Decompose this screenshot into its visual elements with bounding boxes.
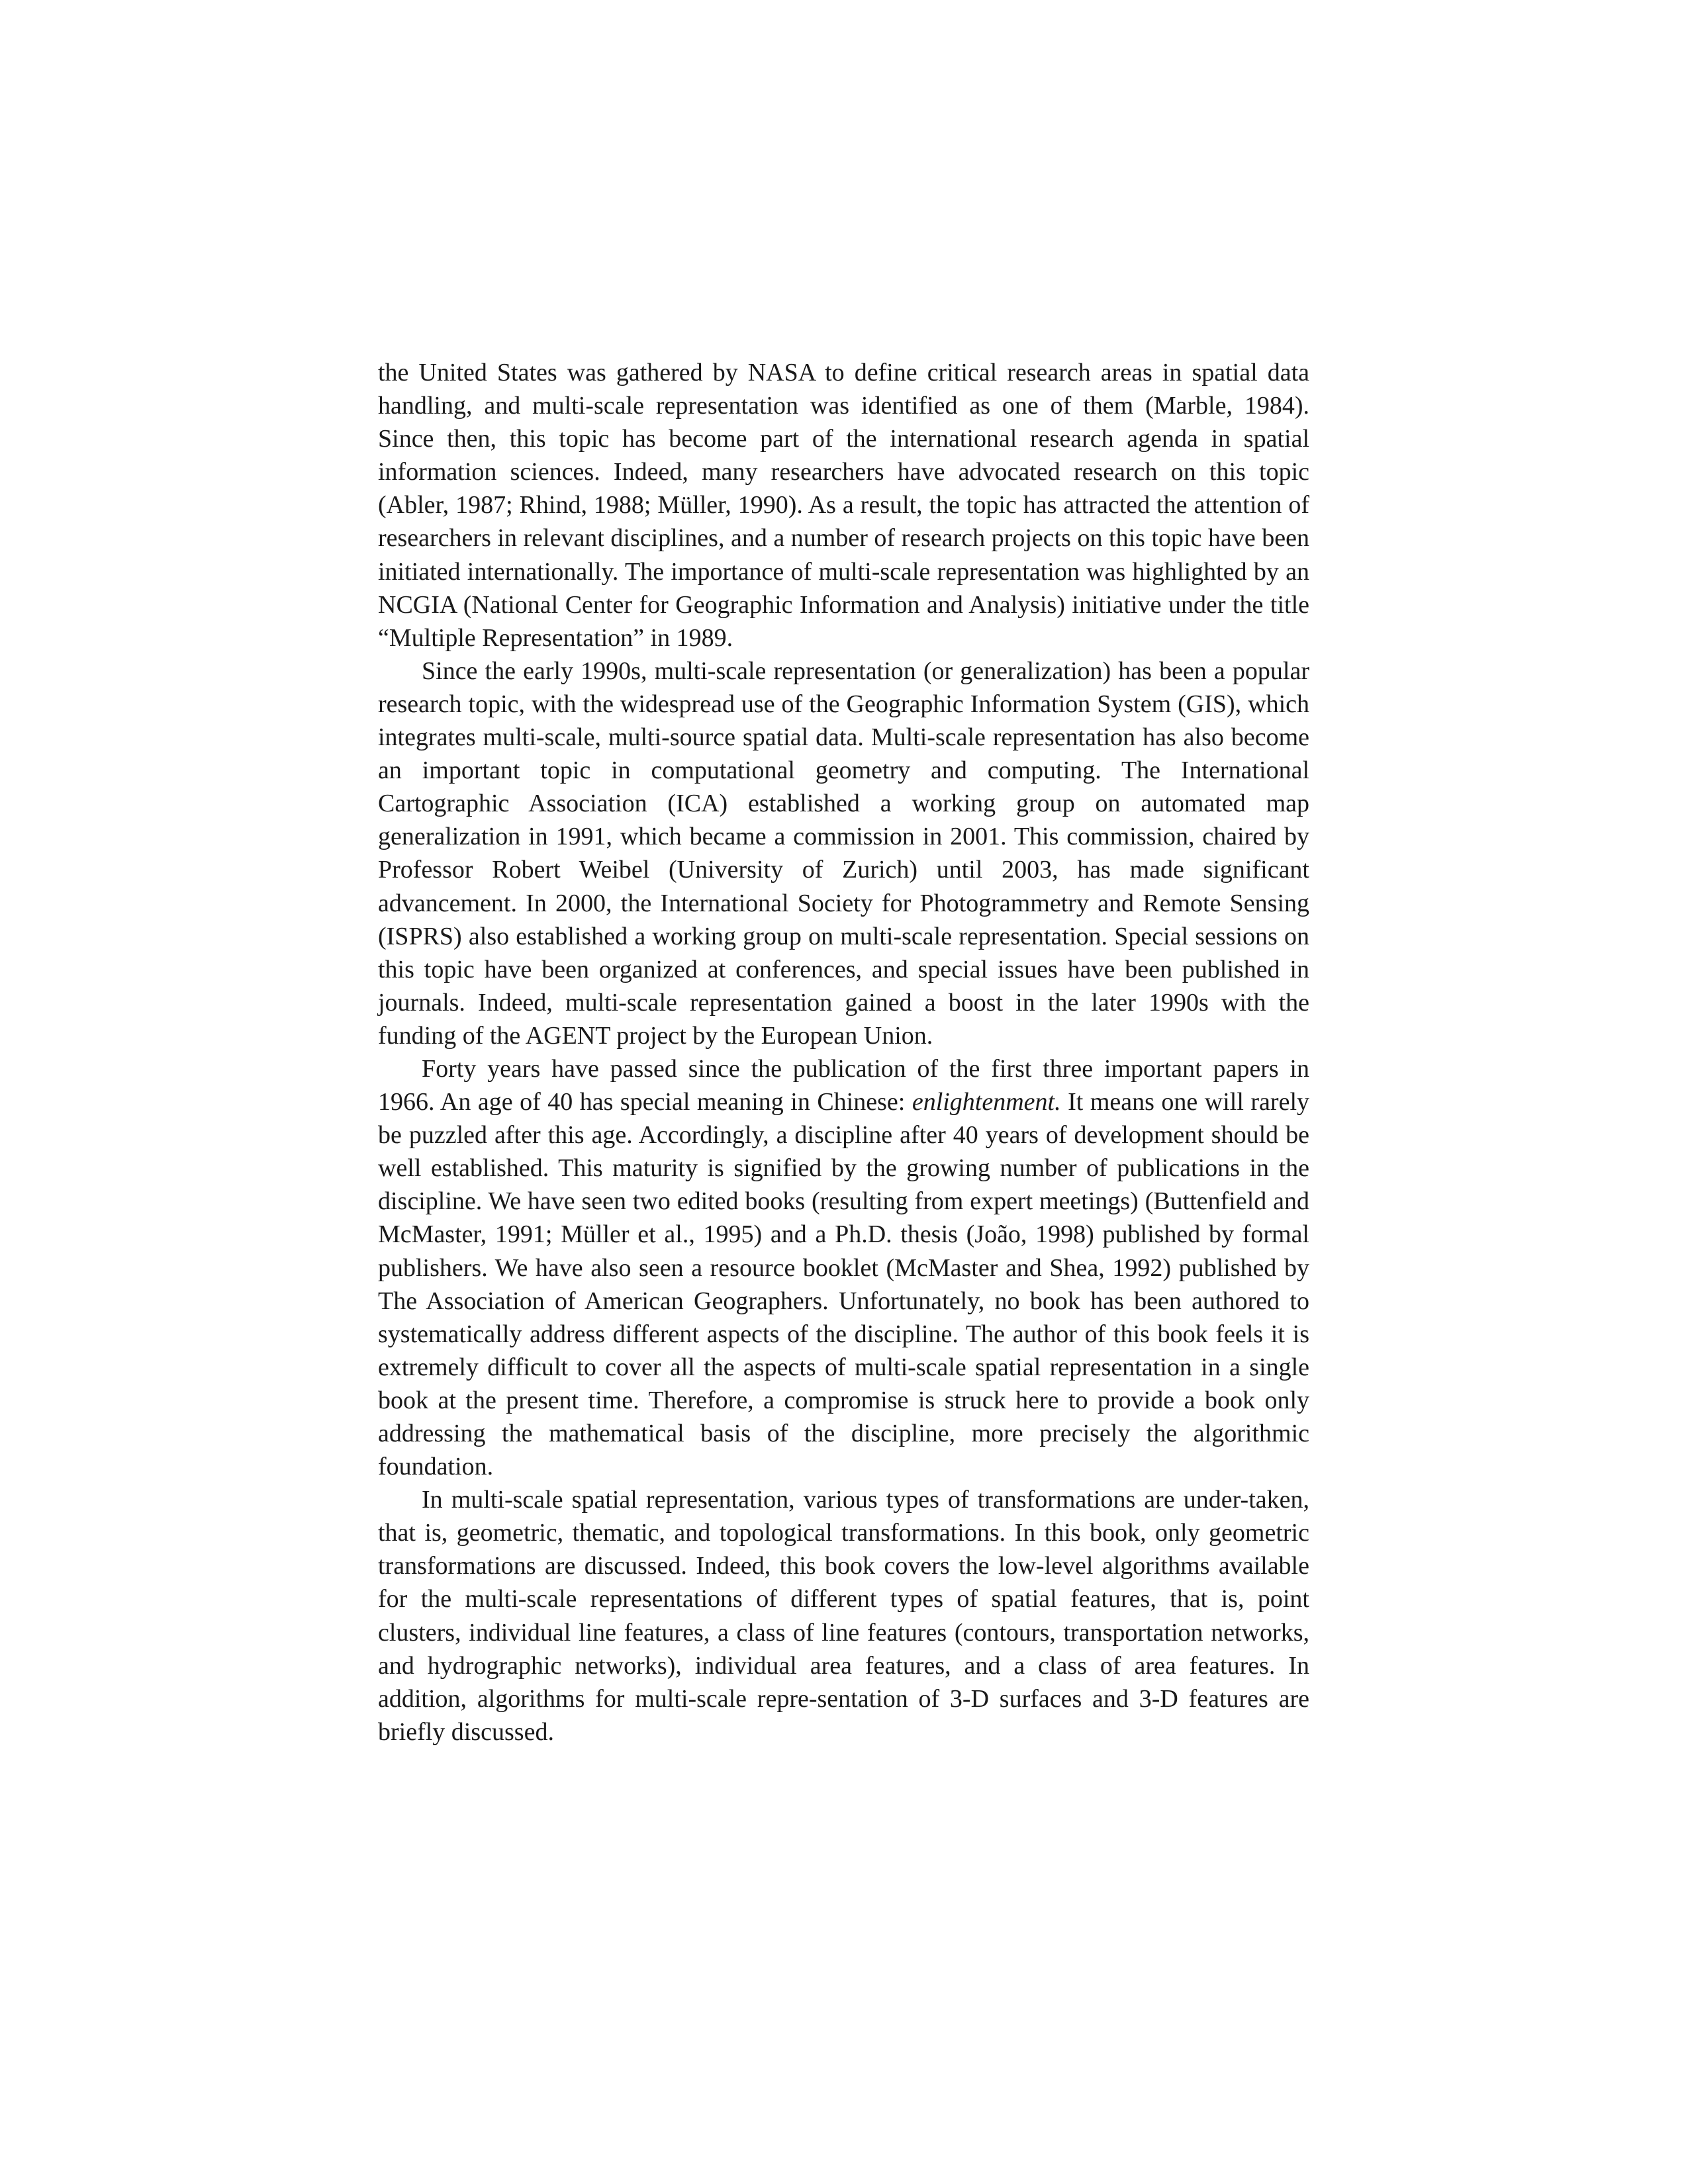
paragraph bbox=[378, 1052, 1309, 1483]
emphasized-text: enlightenment. bbox=[912, 1088, 1061, 1116]
paragraph-text: Forty years have passed since the publication of the first three important papers in 1966. An age of 40 has special meaning in Chinese: bbox=[378, 1054, 1309, 1116]
paragraph-text: It means one will rarely be puzzled after this age. Accordingly, a discipline after 40 years of development should be well established. This maturity is signified by the growing number of publications in the discipline. We have seen two edited books (resulting from expert meetings) (Buttenfield and McMaster, 1991; Müller et al., 1995) and a Ph.D. thesis (João, 1998) published by formal publishers. We have also seen a resource booklet (McMaster and Shea, 1992) published by The Association of American Geographers. Unfortunately, no book has been authored to systematically address different aspects of the discipline. The author of this book feels it is extremely difficult to cover all the aspects of multi-scale spatial representation in a single book at the present time. Therefore, a compromise is struck here to provide a book only addressing the mathematical basis of the discipline, more precisely the algorithmic foundation. bbox=[378, 1088, 1310, 1481]
body-text bbox=[378, 356, 1309, 1749]
paragraph-text: the United States was gathered by NASA to define critical research areas in spatial data handling, and multi-scale representation was identified as one of them (Marble, 1984). Since then, this topic has become part of the international research agenda in spatial information sciences. Indeed, many researchers have advocated research on this topic (Abler, 1987; Rhind, 1988; Müller, 1990). As a result, the topic has attracted the attention of researchers in relevant disciplines, and a number of research projects on this topic have been initiated internationally. The importance of multi-scale representation was highlighted by an NCGIA (National Center for Geographic Information and Analysis) initiative under the title “Multiple Representation” in 1989. bbox=[378, 359, 1309, 652]
paragraph bbox=[378, 655, 1309, 1052]
paragraph-text: In multi-scale spatial representation, various types of transformations are under-taken, that is, geometric, thematic, and topological transformations. In this book, only geometric transformations are discussed. Indeed, this book covers the low-level algorithms available for the multi-scale representations of different types of spatial features, that is, point clusters, individual line features, a class of line features (contours, transportation networks, and hydrographic networks), individual area features, and a class of area features. In addition, algorithms for multi-scale repre-sentation of 3-D surfaces and 3-D features are briefly discussed. bbox=[378, 1486, 1309, 1746]
paragraph-text: Since the early 1990s, multi-scale representation (or generalization) has been a popular research topic, with the widespread use of the Geographic Information System (GIS), which integrates multi-scale, multi-source spatial data. Multi-scale representation has also become an important topic in computational geometry and computing. The International Cartographic Association (ICA) established a working group on automated map generalization in 1991, which became a commission in 2001. This commission, chaired by Professor Robert Weibel (University of Zurich) until 2003, has made significant advancement. In 2000, the International Society for Photogrammetry and Remote Sensing (ISPRS) also established a working group on multi-scale representation. Special sessions on this topic have been organized at conferences, and special issues have been published in journals. Indeed, multi-scale representation gained a boost in the later 1990s with the funding of the AGENT project by the European Union. bbox=[378, 657, 1309, 1050]
paragraph bbox=[378, 1483, 1309, 1749]
paragraph bbox=[378, 356, 1309, 655]
